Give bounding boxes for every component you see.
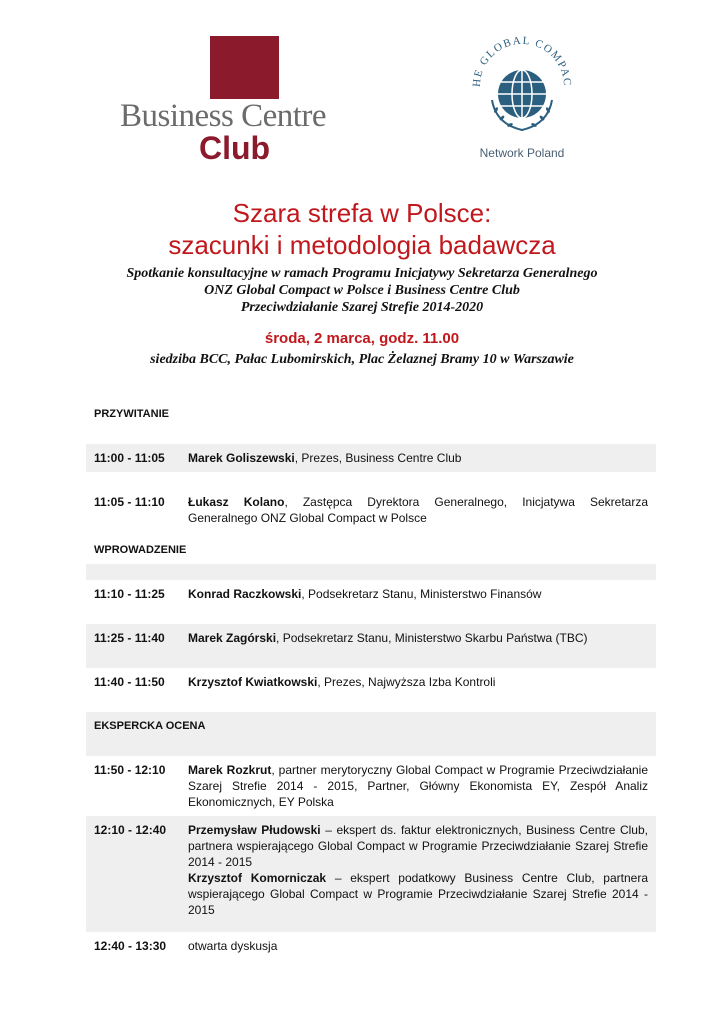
speaker-role: , Podsekretarz Stanu, Ministerstwo Skarbu Państwa (TBC) bbox=[276, 631, 588, 645]
agenda-section-introduction: WPROWADZENIE bbox=[94, 544, 187, 556]
global-compact-caption: Network Poland bbox=[479, 146, 565, 160]
bcc-logo-square bbox=[210, 36, 279, 99]
speaker-name: Krzysztof Kwiatkowski bbox=[188, 675, 318, 689]
agenda-description bbox=[188, 762, 648, 810]
agenda-description bbox=[188, 630, 648, 646]
agenda-row bbox=[86, 756, 656, 816]
page-title-line2: szacunki i metodologia badawcza bbox=[168, 230, 556, 260]
agenda-time: 12:40 - 13:30 bbox=[94, 939, 167, 953]
page-title-line1: Szara strefa w Polsce: bbox=[232, 198, 492, 228]
speaker-name: Marek Zagórski bbox=[188, 631, 277, 645]
agenda-time: 11:50 - 12:10 bbox=[94, 763, 166, 777]
agenda-time: 11:00 - 11:05 bbox=[94, 451, 165, 465]
subtitle-line1: Spotkanie konsultacyjne w ramach Programu Inicjatywy Sekretarza Generalnego bbox=[126, 266, 598, 281]
agenda-description bbox=[188, 450, 648, 466]
agenda-description bbox=[188, 586, 648, 602]
agenda-time: 12:10 - 12:40 bbox=[94, 823, 167, 837]
agenda-time: 11:40 - 11:50 bbox=[94, 675, 165, 689]
speaker-name: Łukasz Kolano bbox=[188, 495, 285, 509]
agenda-row bbox=[86, 816, 656, 932]
agenda-time: 11:25 - 11:40 bbox=[94, 631, 165, 645]
speaker-name: Marek Goliszewski bbox=[188, 451, 295, 465]
bcc-logo-text-line2: Club bbox=[199, 130, 271, 166]
speaker-name: Konrad Raczkowski bbox=[188, 587, 302, 601]
global-compact-arc-text: HE GLOBAL COMPAC bbox=[470, 34, 574, 88]
speaker-role: , Prezes, Najwyższa Izba Kontroli bbox=[317, 675, 496, 689]
subtitle-line2: ONZ Global Compact w Polsce i Business Centre Club bbox=[204, 283, 520, 298]
agenda-description bbox=[188, 870, 648, 918]
agenda-section-welcome: PRZYWITANIE bbox=[94, 408, 169, 420]
agenda-row bbox=[86, 624, 656, 652]
agenda-row bbox=[86, 580, 656, 608]
agenda-row bbox=[86, 488, 656, 532]
speaker-name: Przemysław Płudowski bbox=[188, 823, 321, 837]
bcc-logo bbox=[120, 36, 350, 166]
agenda bbox=[86, 400, 656, 960]
event-venue: siedziba BCC, Pałac Lubomirskich, Plac Żelaznej Bramy 10 w Warszawie bbox=[150, 352, 574, 367]
agenda-section-expert-review: EKSPERCKA OCENA bbox=[86, 712, 656, 740]
agenda-row bbox=[86, 444, 656, 472]
agenda-time: 11:05 - 11:10 bbox=[94, 495, 165, 509]
agenda-row bbox=[86, 932, 656, 960]
speaker-role: , Podsekretarz Stanu, Ministerstwo Finansów bbox=[301, 587, 542, 601]
agenda-description bbox=[188, 674, 648, 690]
speaker-role: – ekspert ds. faktur elektronicznych, Business Centre Club, partnera wspierającego Global Compact w Programie Przeciwdziałanie Szarej Strefie 2014 - 2015 bbox=[188, 823, 648, 869]
speaker-role: – ekspert podatkowy Business Centre Club, partnera wspierającego Global Compact w Programie Przeciwdziałanie Szarej Strefie 2014 - 2015 bbox=[188, 871, 648, 917]
bcc-logo-text-line1: Business Centre bbox=[120, 98, 327, 134]
agenda-description bbox=[188, 822, 648, 870]
event-date: środa, 2 marca, godz. 11.00 bbox=[264, 330, 460, 347]
global-compact-logo bbox=[466, 30, 578, 162]
speaker-name: Marek Rozkrut bbox=[188, 763, 272, 777]
agenda-description: otwarta dyskusja bbox=[188, 939, 278, 953]
speaker-role: , partner merytoryczny Global Compact w Programie Przeciwdziałanie Szarej Strefie 2014 - 2015, Partner, Główny Ekonomista EY, Zespół Analiz Ekonomicznych, EY Polska bbox=[188, 763, 649, 809]
global-compact-globe-icon bbox=[466, 30, 578, 142]
speaker-role: , Prezes, Business Centre Club bbox=[294, 451, 462, 465]
speaker-role: , Zastępca Dyrektora Generalnego, Inicjatywa Sekretarza Generalnego ONZ Global Compact w Polsce bbox=[188, 495, 648, 525]
speaker-name: Krzysztof Komorniczak bbox=[188, 871, 327, 885]
agenda-row bbox=[86, 668, 656, 696]
subtitle-line3: Przeciwdziałanie Szarej Strefie 2014-2020 bbox=[240, 300, 484, 315]
agenda-time: 11:10 - 11:25 bbox=[94, 587, 165, 601]
agenda-description bbox=[188, 494, 648, 526]
